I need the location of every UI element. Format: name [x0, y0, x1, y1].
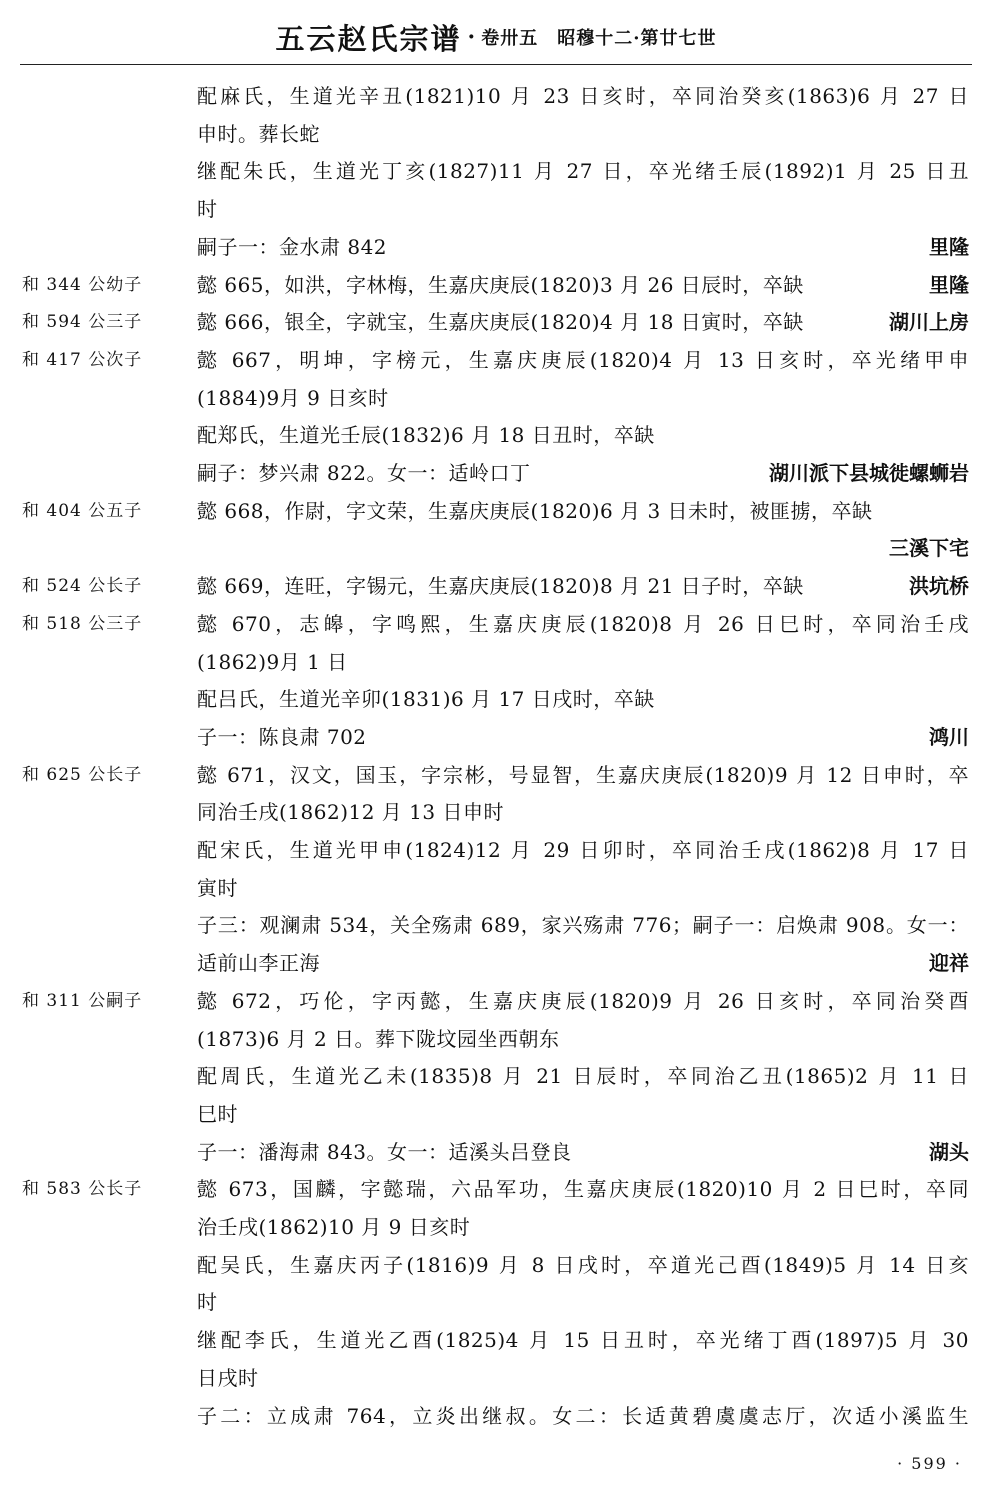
entry-text: (1873)6 月 2 日。葬下陇坟园坐西朝东 — [197, 1027, 560, 1051]
entry-line — [0, 153, 992, 189]
volume-subtitle: 卷卅五 昭穆十二·第廿七世 — [481, 28, 717, 49]
entry-text: 懿 665，如洪，字林梅，生嘉庆庚辰(1820)3 月 26 日辰时，卒缺 — [197, 273, 804, 297]
entry-text: 日戌时 — [197, 1366, 259, 1390]
entry-line — [0, 870, 992, 906]
residence-location: 里隆 — [929, 235, 969, 259]
lineage-label: 和 344 公幼子 — [22, 275, 143, 295]
entry-text: 懿 673，国麟，字懿瑞，六品军功，生嘉庆庚辰(1820)10 月 2 日巳时，卒同 — [197, 1177, 969, 1201]
entry-line — [0, 1322, 992, 1358]
entry-line — [0, 267, 992, 303]
residence-location: 湖头 — [929, 1140, 969, 1164]
entry-text: 配吴氏，生嘉庆丙子(1816)9 月 8 日戌时，卒道光己酉(1849)5 月 14 日亥 — [197, 1253, 969, 1277]
page-number: · 599 · — [897, 1454, 962, 1473]
entry-line — [0, 1360, 992, 1396]
entry-line — [0, 1284, 992, 1320]
entry-line — [0, 794, 992, 830]
entry-text: 配麻氏，生道光辛丑(1821)10 月 23 日亥时，卒同治癸亥(1863)6 月 27 日 — [197, 84, 969, 108]
residence-location: 鸿川 — [929, 725, 969, 749]
lineage-label: 和 404 公五子 — [22, 501, 143, 521]
entry-text: 子二：立成肃 764，立炎出继叔。女二：长适黄碧虞虞志厅，次适小溪监生 — [197, 1404, 969, 1428]
entry-text: 懿 667，明坤，字榜元，生嘉庆庚辰(1820)4 月 13 日亥时，卒光绪甲申 — [197, 348, 969, 372]
entry-text: (1884)9月 9 日亥时 — [197, 386, 389, 410]
entry-line — [0, 304, 992, 340]
entry-line — [0, 1096, 992, 1132]
entry-line — [0, 719, 992, 755]
residence-location: 湖川上房 — [889, 310, 969, 334]
entry-text: 懿 672，巧伦，字丙懿，生嘉庆庚辰(1820)9 月 26 日亥时，卒同治癸酉 — [197, 989, 969, 1013]
lineage-label: 和 311 公嗣子 — [22, 991, 143, 1011]
entry-text: 懿 669，连旺，字锡元，生嘉庆庚辰(1820)8 月 21 日子时，卒缺 — [197, 574, 804, 598]
entry-text: 配郑氏，生道光壬辰(1832)6 月 18 日丑时，卒缺 — [197, 423, 655, 447]
residence-location: 洪坑桥 — [909, 574, 969, 598]
entry-line — [0, 681, 992, 717]
lineage-label: 和 583 公长子 — [22, 1179, 143, 1199]
entry-line — [0, 1398, 992, 1434]
entry-line — [0, 191, 992, 227]
entry-line — [0, 78, 992, 114]
entry-text: 懿 671，汉文，国玉，字宗彬，号显智，生嘉庆庚辰(1820)9 月 12 日申时，卒 — [197, 763, 969, 787]
entry-line — [0, 1171, 992, 1207]
entry-text: 配宋氏，生道光甲申(1824)12 月 29 日卯时，卒同治壬戌(1862)8 月 17 日 — [197, 838, 969, 862]
header-separator: · — [467, 24, 476, 50]
lineage-label: 和 518 公三子 — [22, 614, 143, 634]
entry-text: 子一：潘海肃 843。女一：适溪头吕登良 — [197, 1140, 572, 1164]
entry-text: 继配李氏，生道光乙酉(1825)4 月 15 日丑时，卒光绪丁酉(1897)5 月 30 — [197, 1328, 969, 1352]
entry-text: 懿 666，银全，字就宝，生嘉庆庚辰(1820)4 月 18 日寅时，卒缺 — [197, 310, 804, 334]
entry-text: 继配朱氏，生道光丁亥(1827)11 月 27 日，卒光绪壬辰(1892)1 月 25 日丑 — [197, 159, 969, 183]
entry-line — [0, 1209, 992, 1245]
entry-line — [0, 907, 992, 943]
entry-line — [0, 1134, 992, 1170]
page-header — [20, 10, 972, 65]
lineage-label: 和 594 公三子 — [22, 312, 143, 332]
entry-line — [0, 229, 992, 265]
entry-line — [0, 455, 992, 491]
entry-text: 同治壬戌(1862)12 月 13 日申时 — [197, 800, 504, 824]
entry-line — [0, 983, 992, 1019]
entry-line — [0, 1247, 992, 1283]
genealogy-title: 五云赵氏宗谱 — [275, 21, 462, 56]
entry-text: 懿 668，作尉，字文荣，生嘉庆庚辰(1820)6 月 3 日未时，被匪掳，卒缺 — [197, 499, 873, 523]
entry-text: 懿 670，志皞，字鸣熙，生嘉庆庚辰(1820)8 月 26 日巳时，卒同治壬戌 — [197, 612, 969, 636]
lineage-label: 和 524 公长子 — [22, 576, 143, 596]
entry-line — [0, 493, 992, 529]
entry-line — [0, 832, 992, 868]
entry-text: 寅时 — [197, 876, 238, 900]
entry-text: 子三：观澜肃 534，关全殇肃 689，家兴殇肃 776；嗣子一：启焕肃 908。女一： — [197, 913, 969, 937]
entry-text: 治壬戌(1862)10 月 9 日亥时 — [197, 1215, 471, 1239]
residence-location: 三溪下宅 — [889, 536, 969, 560]
entry-line — [0, 1058, 992, 1094]
entry-line — [0, 116, 992, 152]
entry-text: 子一：陈良肃 702 — [197, 725, 367, 749]
residence-location: 迎祥 — [929, 951, 969, 975]
entry-text: 配周氏，生道光乙未(1835)8 月 21 日辰时，卒同治乙丑(1865)2 月 11 日 — [197, 1064, 969, 1088]
residence-location: 湖川派下县城徙螺蛳岩 — [769, 461, 969, 485]
entry-line — [0, 342, 992, 378]
residence-location: 里隆 — [929, 273, 969, 297]
entry-line — [0, 1021, 992, 1057]
entry-line — [0, 530, 992, 566]
lineage-label: 和 625 公长子 — [22, 765, 143, 785]
entry-line — [0, 380, 992, 416]
entry-line — [0, 945, 992, 981]
entry-text: 嗣子：梦兴肃 822。女一：适岭口丁 — [197, 461, 531, 485]
entry-text: 时 — [197, 197, 218, 221]
entry-text: (1862)9月 1 日 — [197, 650, 348, 674]
lineage-label: 和 417 公次子 — [22, 350, 143, 370]
entry-text: 巳时 — [197, 1102, 238, 1126]
entry-line — [0, 606, 992, 642]
entry-line — [0, 757, 992, 793]
entry-text: 时 — [197, 1290, 218, 1314]
entry-line — [0, 417, 992, 453]
entry-text: 适前山李正海 — [197, 951, 320, 975]
entry-text: 嗣子一：金水肃 842 — [197, 235, 388, 259]
entry-line — [0, 568, 992, 604]
entry-line — [0, 644, 992, 680]
entry-text: 配吕氏，生道光辛卯(1831)6 月 17 日戌时，卒缺 — [197, 687, 655, 711]
entry-text: 申时。葬长蛇 — [197, 122, 320, 146]
